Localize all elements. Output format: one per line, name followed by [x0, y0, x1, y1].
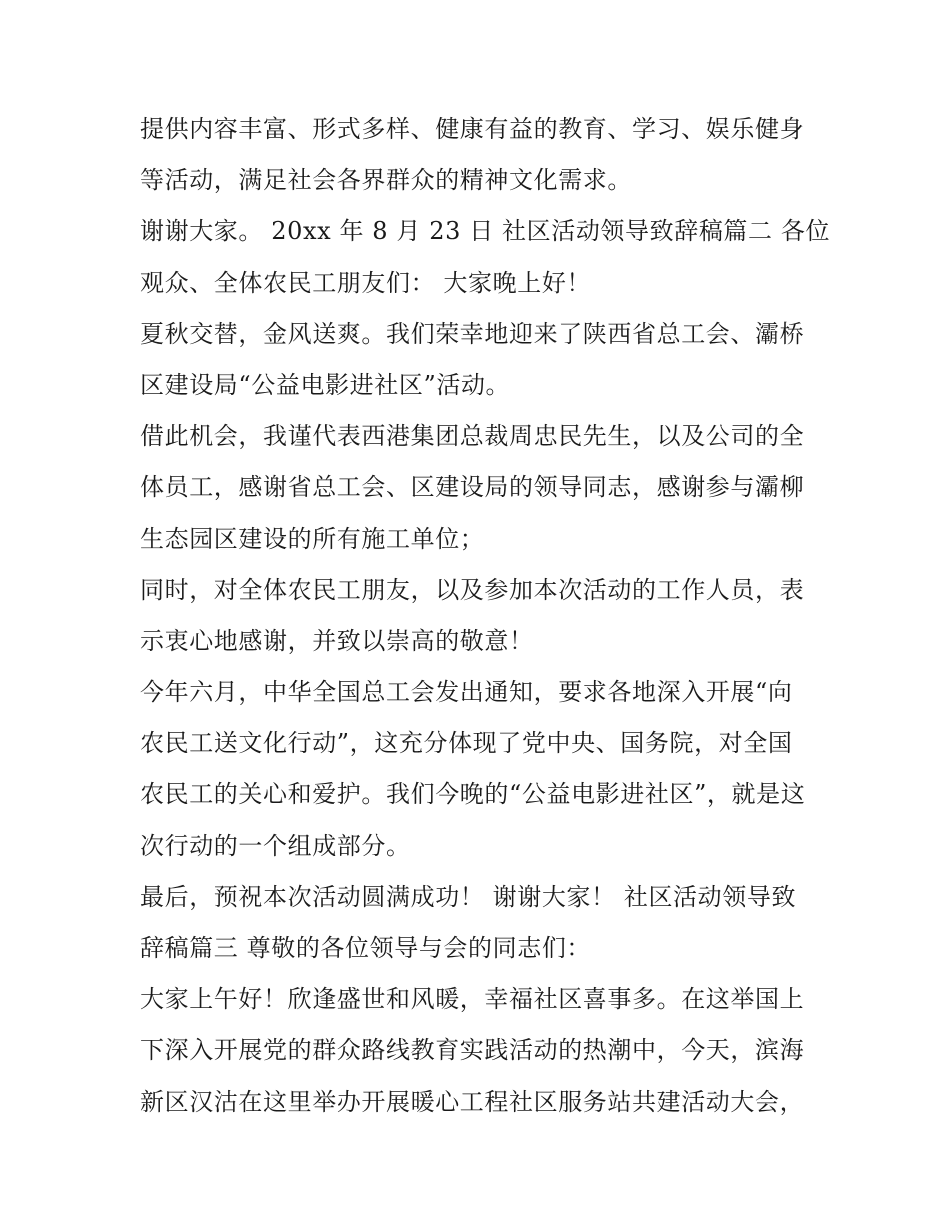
text-line: 下深入开展党的群众路线教育实践活动的热潮中，今天，滨海	[140, 1036, 805, 1065]
text-line: 借此机会，我谨代表西港集团总裁周忠民先生，以及公司的全	[140, 422, 805, 451]
text-line: 农民工送文化行动”，这充分体现了党中央、国务院，对全国	[140, 729, 793, 758]
text-line: 最后，预祝本次活动圆满成功！ 谢谢大家！ 社区活动领导致	[140, 882, 797, 911]
text-line: 等活动，满足社会各界群众的精神文化需求。	[140, 166, 632, 195]
text-line: 大家上午好！欣逢盛世和风暖，幸福社区喜事多。在这举国上	[140, 985, 805, 1014]
text-line: 同时，对全体农民工朋友，以及参加本次活动的工作人员，表	[140, 575, 805, 604]
text-line: 辞稿篇三 尊敬的各位领导与会的同志们：	[140, 934, 592, 962]
text-line: 谢谢大家。 20xx 年 8 月 23 日 社区活动领导致辞稿篇二 各位	[140, 217, 831, 246]
document-body	[140, 104, 830, 1128]
text-line: 生态园区建设的所有施工单位；	[140, 524, 485, 553]
text-line: 夏秋交替，金风送爽。我们荣幸地迎来了陕西省总工会、灞桥	[140, 319, 805, 348]
text-line: 提供内容丰富、形式多样、健康有益的教育、学习、娱乐健身	[140, 115, 805, 143]
text-line: 示衷心地感谢，并致以崇高的敬意！	[140, 626, 534, 655]
text-line: 农民工的关心和爱护。我们今晚的“公益电影进社区”，就是这	[140, 780, 806, 809]
text-line: 体员工，感谢省总工会、区建设局的领导同志，感谢参与灞柳	[140, 473, 805, 502]
text-line: 次行动的一个组成部分。	[140, 831, 411, 860]
text-line: 新区汉沽在这里举办开展暖心工程社区服务站共建活动大会，	[140, 1087, 805, 1116]
text-line: 今年六月，中华全国总工会发出通知，要求各地深入开展“向	[140, 678, 793, 707]
text-line: 观众、全体农民工朋友们： 大家晚上好！	[140, 268, 592, 297]
text-line: 区建设局“公益电影进社区”活动。	[140, 370, 511, 399]
